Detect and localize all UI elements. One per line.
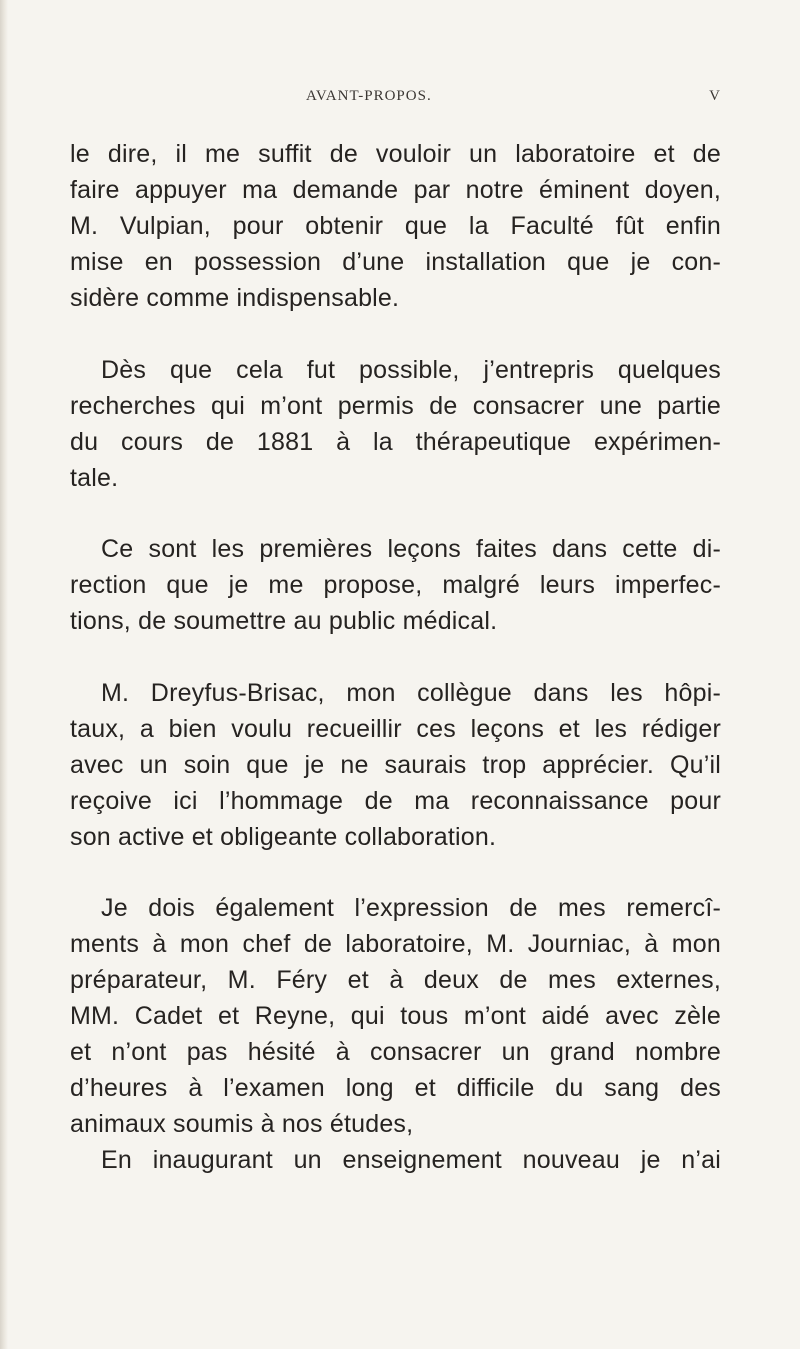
text-line: d’heures à l’examen long et difficile du sang des (70, 1074, 721, 1102)
text-line: tale. (70, 464, 119, 492)
text-line: faire appuyer ma demande par notre éminent doyen, (70, 176, 721, 204)
text-line: MM. Cadet et Reyne, qui tous m’ont aidé avec zèle (70, 1002, 721, 1030)
text-line: sidère comme indispensable. (70, 284, 400, 312)
text-line: du cours de 1881 à la thérapeutique expérimen- (70, 428, 721, 456)
text-line: avec un soin que je ne saurais trop apprécier. Qu’il (70, 751, 721, 779)
text-line: son active et obligeante collaboration. (70, 823, 497, 851)
text-line: recherches qui m’ont permis de consacrer une partie (70, 392, 721, 420)
text-line: et n’ont pas hésité à consacrer un grand nombre (70, 1038, 721, 1066)
running-header (260, 88, 720, 112)
text-line: tions, de soumettre au public médical. (70, 607, 498, 635)
text-line: ments à mon chef de laboratoire, M. Journiac, à mon (70, 930, 721, 958)
text-line: Je dois également l’expression de mes remercî- (101, 894, 721, 922)
text-line: M. Dreyfus-Brisac, mon collègue dans les hôpi- (101, 679, 721, 707)
text-line: M. Vulpian, pour obtenir que la Faculté fût enfin (70, 212, 721, 240)
text-line: mise en possession d’une installation que je con- (70, 248, 721, 276)
page-edge-shadow (0, 0, 8, 1349)
text-line: taux, a bien voulu recueillir ces leçons et les rédiger (70, 715, 721, 743)
running-title: AVANT-PROPOS. (306, 88, 432, 104)
text-line: rection que je me propose, malgré leurs imperfec- (70, 571, 721, 599)
text-line: le dire, il me suffit de vouloir un laboratoire et de (70, 140, 721, 168)
text-line: Dès que cela fut possible, j’entrepris quelques (101, 356, 721, 384)
text-line: En inaugurant un enseignement nouveau je n’ai (101, 1146, 721, 1174)
text-line: Ce sont les premières leçons faites dans cette di- (101, 535, 721, 563)
text-line: animaux soumis à nos études, (70, 1110, 414, 1138)
text-line: préparateur, M. Féry et à deux de mes externes, (70, 966, 721, 994)
page-number: V (709, 88, 720, 104)
text-line: reçoive ici l’hommage de ma reconnaissance pour (70, 787, 721, 815)
